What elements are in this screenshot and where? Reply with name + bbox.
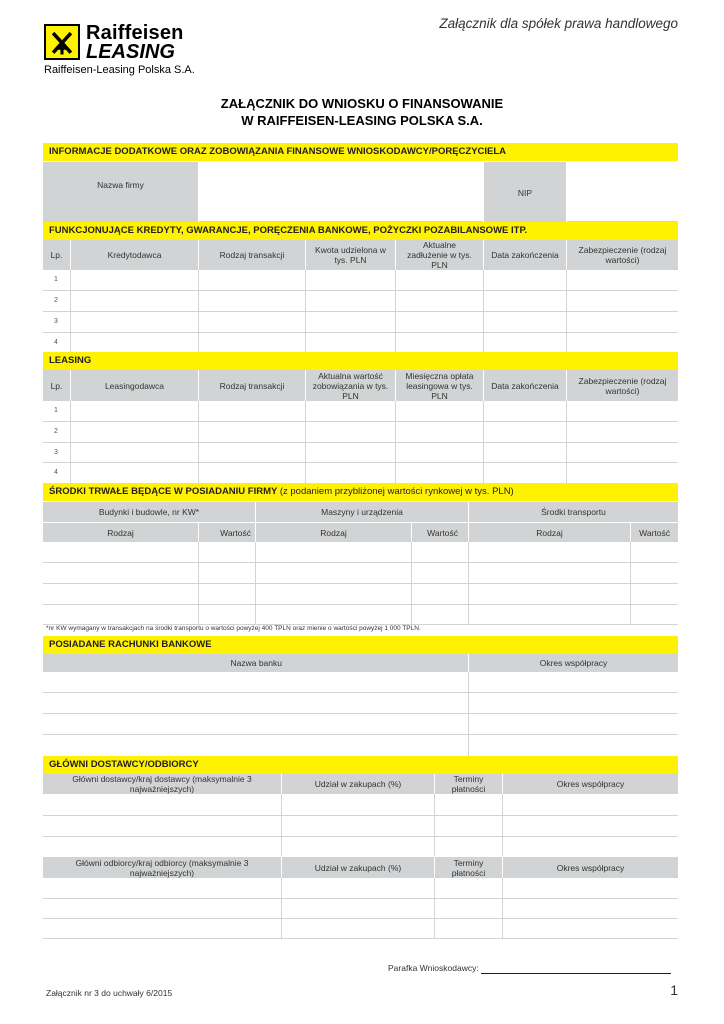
assets-col-value: Wartość [412, 523, 468, 542]
table-col-divider [566, 401, 567, 483]
gable-cross-icon [44, 24, 80, 60]
signature-field[interactable] [481, 973, 671, 974]
section-fixed-assets-header [43, 483, 678, 501]
credits-row-number: 1 [54, 276, 58, 283]
company-name-field[interactable] [199, 162, 483, 222]
table-col-divider [198, 270, 199, 353]
table-col-divider [198, 401, 199, 483]
table-row-divider [43, 311, 678, 312]
credits-row-number: 4 [54, 339, 58, 346]
table-row-divider [43, 836, 678, 837]
footer-resolution: Załącznik nr 3 do uchwały 6/2015 [46, 988, 173, 998]
brand-name: Raiffeisen [86, 22, 184, 44]
table-row-divider [43, 562, 678, 563]
leasing-row-number: 1 [54, 407, 58, 414]
table-row-divider [43, 898, 678, 899]
table-row-divider [43, 583, 678, 584]
table-col-divider [502, 794, 503, 856]
table-row-divider [43, 713, 678, 714]
kw-footnote: *nr KW wymagany w transakcjach na środki transportu o wartości powyżej 400 TPLN oraz mienie o wartości powyżej 1 000 TPLN. [46, 625, 421, 632]
leasing-col-liability: Aktualna wartość zobowiązania w tys. PLN [306, 370, 395, 401]
credits-col-transaction-type: Rodzaj transakcji [199, 240, 305, 270]
assets-group-machines: Maszyny i urządzenia [256, 502, 468, 522]
table-row-divider [43, 421, 678, 422]
table-row-divider [43, 332, 678, 333]
table-col-divider [468, 672, 469, 756]
bank-col-name: Nazwa banku [43, 654, 468, 672]
assets-col-type: Rodzaj [256, 523, 411, 542]
table-col-divider [434, 794, 435, 856]
suppliers-col-name: Główni dostawcy/kraj dostawcy (maksymalnie 3 najważniejszych) [43, 774, 281, 794]
signature-label: Parafka Wnioskodawcy: [388, 963, 479, 973]
suppliers-col-period: Okres współpracy [503, 774, 678, 794]
table-row-divider [43, 604, 678, 605]
page-number: 1 [670, 982, 678, 998]
credits-col-debt: Aktualne zadłużenie w tys. PLN [396, 240, 483, 270]
brand-leasing: LEASING [86, 41, 175, 63]
table-col-divider [630, 542, 631, 624]
table-col-divider [305, 401, 306, 483]
credits-col-amount: Kwota udzielona w tys. PLN [306, 240, 395, 270]
section-leasing-header: LEASING [43, 352, 678, 370]
table-col-divider [281, 878, 282, 938]
section-credits-header: FUNKCJONUJĄCE KREDYTY, GWARANCJE, PORĘCZENIA BANKOWE, POŻYCZKI POZABILANSOWE ITP. [43, 222, 678, 240]
company-name: Raiffeisen-Leasing Polska S.A. [44, 64, 195, 76]
raiffeisen-leasing-logo [44, 22, 214, 78]
table-col-divider [502, 878, 503, 938]
credits-row-number: 3 [54, 318, 58, 325]
table-col-divider [468, 542, 469, 624]
table-col-divider [281, 794, 282, 856]
buyers-col-share: Udział w zakupach (%) [282, 857, 434, 878]
credits-col-lp: Lp. [43, 240, 70, 270]
title-line-2: W RAIFFEISEN-LEASING POLSKA S.A. [241, 113, 483, 128]
credits-col-end-date: Data zakończenia [484, 240, 566, 270]
assets-group-transport: Środki transportu [469, 502, 678, 522]
assets-col-type: Rodzaj [469, 523, 630, 542]
leasing-col-transaction-type: Rodzaj transakcji [199, 370, 305, 401]
credits-row-number: 2 [54, 297, 58, 304]
assets-col-type: Rodzaj [43, 523, 198, 542]
leasing-row-number: 3 [54, 449, 58, 456]
table-row-divider [43, 938, 678, 939]
table-col-divider [70, 270, 71, 353]
table-col-divider [395, 401, 396, 483]
buyers-col-terms: Terminy płatności [435, 857, 502, 878]
table-col-divider [255, 542, 256, 624]
table-row-divider [43, 442, 678, 443]
table-row-divider [43, 462, 678, 463]
table-col-divider [411, 542, 412, 624]
table-col-divider [483, 270, 484, 353]
table-row-divider [43, 918, 678, 919]
table-row-divider [43, 815, 678, 816]
leasing-row-number: 4 [54, 469, 58, 476]
section-additional-info-header: INFORMACJE DODATKOWE ORAZ ZOBOWIĄZANIA FINANSOWE WNIOSKODAWCY/PORĘCZYCIELA [43, 143, 678, 161]
credits-col-creditor: Kredytodawca [71, 240, 198, 270]
company-name-label: Nazwa firmy [43, 162, 198, 222]
section-suppliers-buyers-header: GŁÓWNI DOSTAWCY/ODBIORCY [43, 756, 678, 774]
leasing-col-lp: Lp. [43, 370, 70, 401]
leasing-col-lessor: Leasingodawca [71, 370, 198, 401]
assets-col-value: Wartość [199, 523, 255, 542]
leasing-col-security: Zabezpieczenie (rodzaj wartości) [567, 370, 678, 401]
assets-group-buildings: Budynki i budowle, nr KW* [43, 502, 255, 522]
nip-field[interactable] [567, 162, 678, 222]
assets-col-value: Wartość [631, 523, 678, 542]
leasing-row-number: 2 [54, 428, 58, 435]
credits-col-security: Zabezpieczenie (rodzaj wartości) [567, 240, 678, 270]
leasing-col-end-date: Data zakończenia [484, 370, 566, 401]
leasing-col-monthly-fee: Miesięczna opłata leasingowa w tys. PLN [396, 370, 483, 401]
title-line-1: ZAŁĄCZNIK DO WNIOSKU O FINANSOWANIE [220, 96, 504, 111]
section-bank-accounts-header: POSIADANE RACHUNKI BANKOWE [43, 636, 678, 654]
table-col-divider [395, 270, 396, 353]
table-row-divider [43, 290, 678, 291]
table-col-divider [483, 401, 484, 483]
table-col-divider [198, 542, 199, 624]
table-col-divider [305, 270, 306, 353]
table-col-divider [434, 878, 435, 938]
bank-col-period: Okres współpracy [469, 654, 678, 672]
suppliers-col-terms: Terminy płatności [435, 774, 502, 794]
suppliers-col-share: Udział w zakupach (%) [282, 774, 434, 794]
document-subtitle: Załącznik dla spółek prawa handlowego [439, 16, 678, 31]
fixed-assets-title: ŚRODKI TRWAŁE BĘDĄCE W POSIADANIU FIRMY [49, 486, 278, 497]
table-col-divider [566, 270, 567, 353]
fixed-assets-note: (z podaniem przybliżonej wartości rynkowej w tys. PLN) [279, 486, 514, 497]
table-col-divider [70, 401, 71, 483]
buyers-col-period: Okres współpracy [503, 857, 678, 878]
table-row-divider [43, 734, 678, 735]
buyers-col-name: Główni odbiorcy/kraj odbiorcy (maksymalnie 3 najważniejszych) [43, 857, 281, 878]
nip-label: NIP [484, 162, 566, 222]
page-title [0, 95, 724, 129]
table-row-divider [43, 692, 678, 693]
